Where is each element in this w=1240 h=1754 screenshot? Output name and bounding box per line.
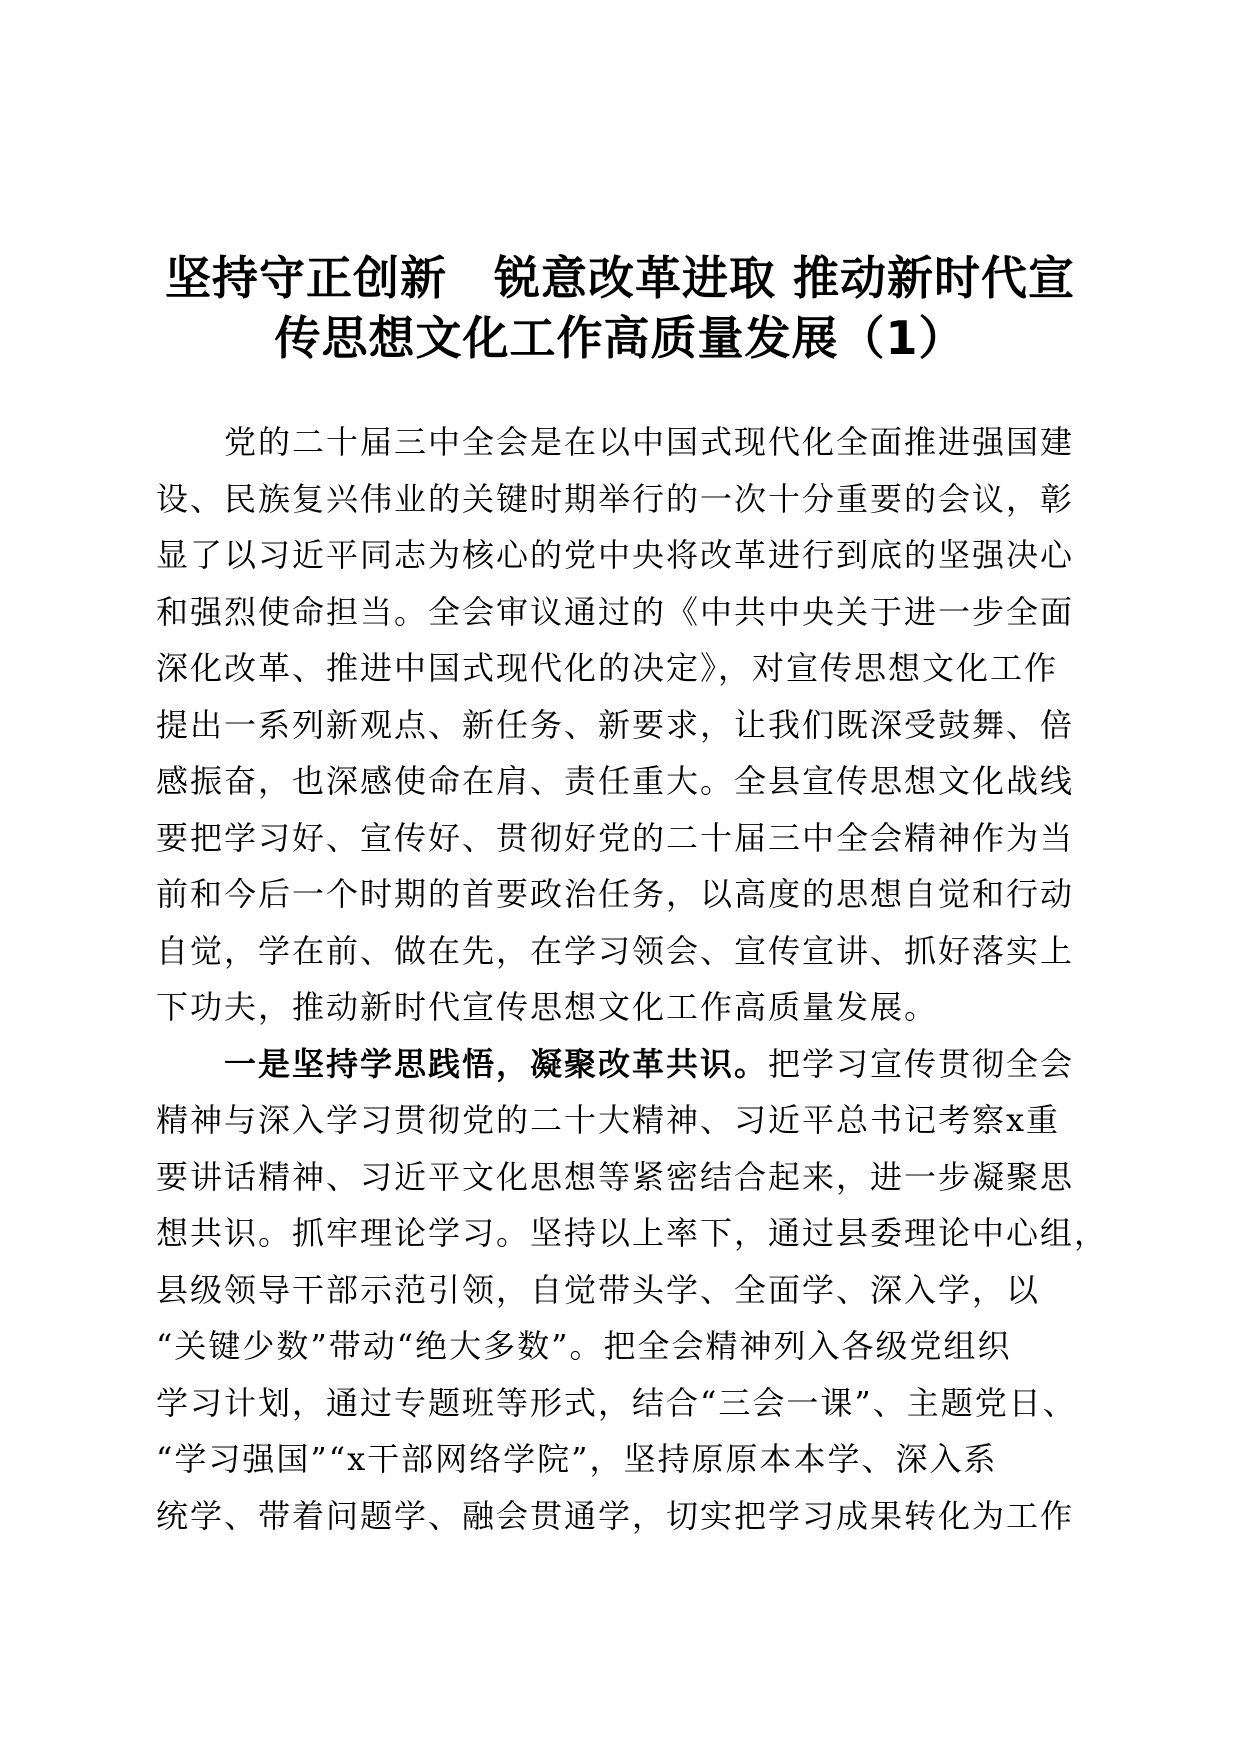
text-line: 显了以习近平同志为核心的党中央将改革进行到底的坚强决心 — [156, 536, 1075, 574]
section-first-line-text: 把学习宣传贯彻全会 — [768, 1044, 1075, 1083]
text-line: 要讲话精神、习近平文化思想等紧密结合起来，进一步凝聚思 — [156, 1157, 1075, 1196]
text-line: 和强烈使命担当。全会审议通过的《中共中央关于进一步全面 — [156, 592, 1075, 631]
section-heading: 一是坚持学思践悟，凝聚改革共识。 — [224, 1044, 769, 1083]
document-title — [120, 248, 1120, 368]
document-body — [156, 414, 1109, 1544]
paragraph-intro — [156, 414, 1086, 1036]
text-line: 党的二十届三中全会是在以中国式现代化全面推进强国建 — [224, 423, 1075, 461]
title-line-1: 坚持守正创新 锐意改革进取 推动新时代宣 — [164, 251, 1075, 305]
text-line: 学习计划，通过专题班等形式，结合“三会一课”、主题党日、 — [156, 1383, 1077, 1422]
text-line: 要把学习好、宣传好、贯彻好党的二十届三中全会精神作为当 — [156, 818, 1075, 857]
text-line: 县级领导干部示范引领，自觉带头学、全面学、深入学，以 — [156, 1270, 1041, 1309]
text-line: 下功夫，推动新时代宣传思想文化工作高质量发展。 — [156, 988, 939, 1026]
title-line-2: 传思想文化工作高质量发展（1） — [274, 311, 966, 365]
text-line: “关键少数”带动“绝大多数”。把全会精神列入各级党组织 — [156, 1327, 1012, 1365]
text-line: 精神与深入学习贯彻党的二十大精神、习近平总书记考察x重 — [156, 1101, 1061, 1139]
text-line: “学习强国”“x干部网络学院”，坚持原原本本学、深入系 — [156, 1440, 998, 1478]
paragraph-section-one — [156, 1036, 1109, 1545]
text-line: 自觉，学在前、做在先，在学习领会、宣传宣讲、抓好落实上 — [156, 931, 1075, 970]
text-line: 前和今后一个时期的首要政治任务，以高度的思想自觉和行动 — [156, 875, 1075, 913]
text-line: 感振奋，也深感使命在肩、责任重大。全县宣传思想文化战线 — [156, 762, 1075, 800]
section-first-line — [156, 1036, 1086, 1093]
text-line: 想共识。抓牢理论学习。坚持以上率下，通过县委理论中心组， — [156, 1214, 1109, 1252]
text-line: 统学、带着问题学、融会贯通学，切实把学习成果转化为工作 — [156, 1496, 1075, 1535]
text-line: 提出一系列新观点、新任务、新要求，让我们既深受鼓舞、倍 — [156, 705, 1075, 744]
text-line: 设、民族复兴伟业的关键时期举行的一次十分重要的会议，彰 — [156, 479, 1075, 518]
text-line: 深化改革、推进中国式现代化的决定》，对宣传思想文化工作 — [156, 649, 1059, 687]
